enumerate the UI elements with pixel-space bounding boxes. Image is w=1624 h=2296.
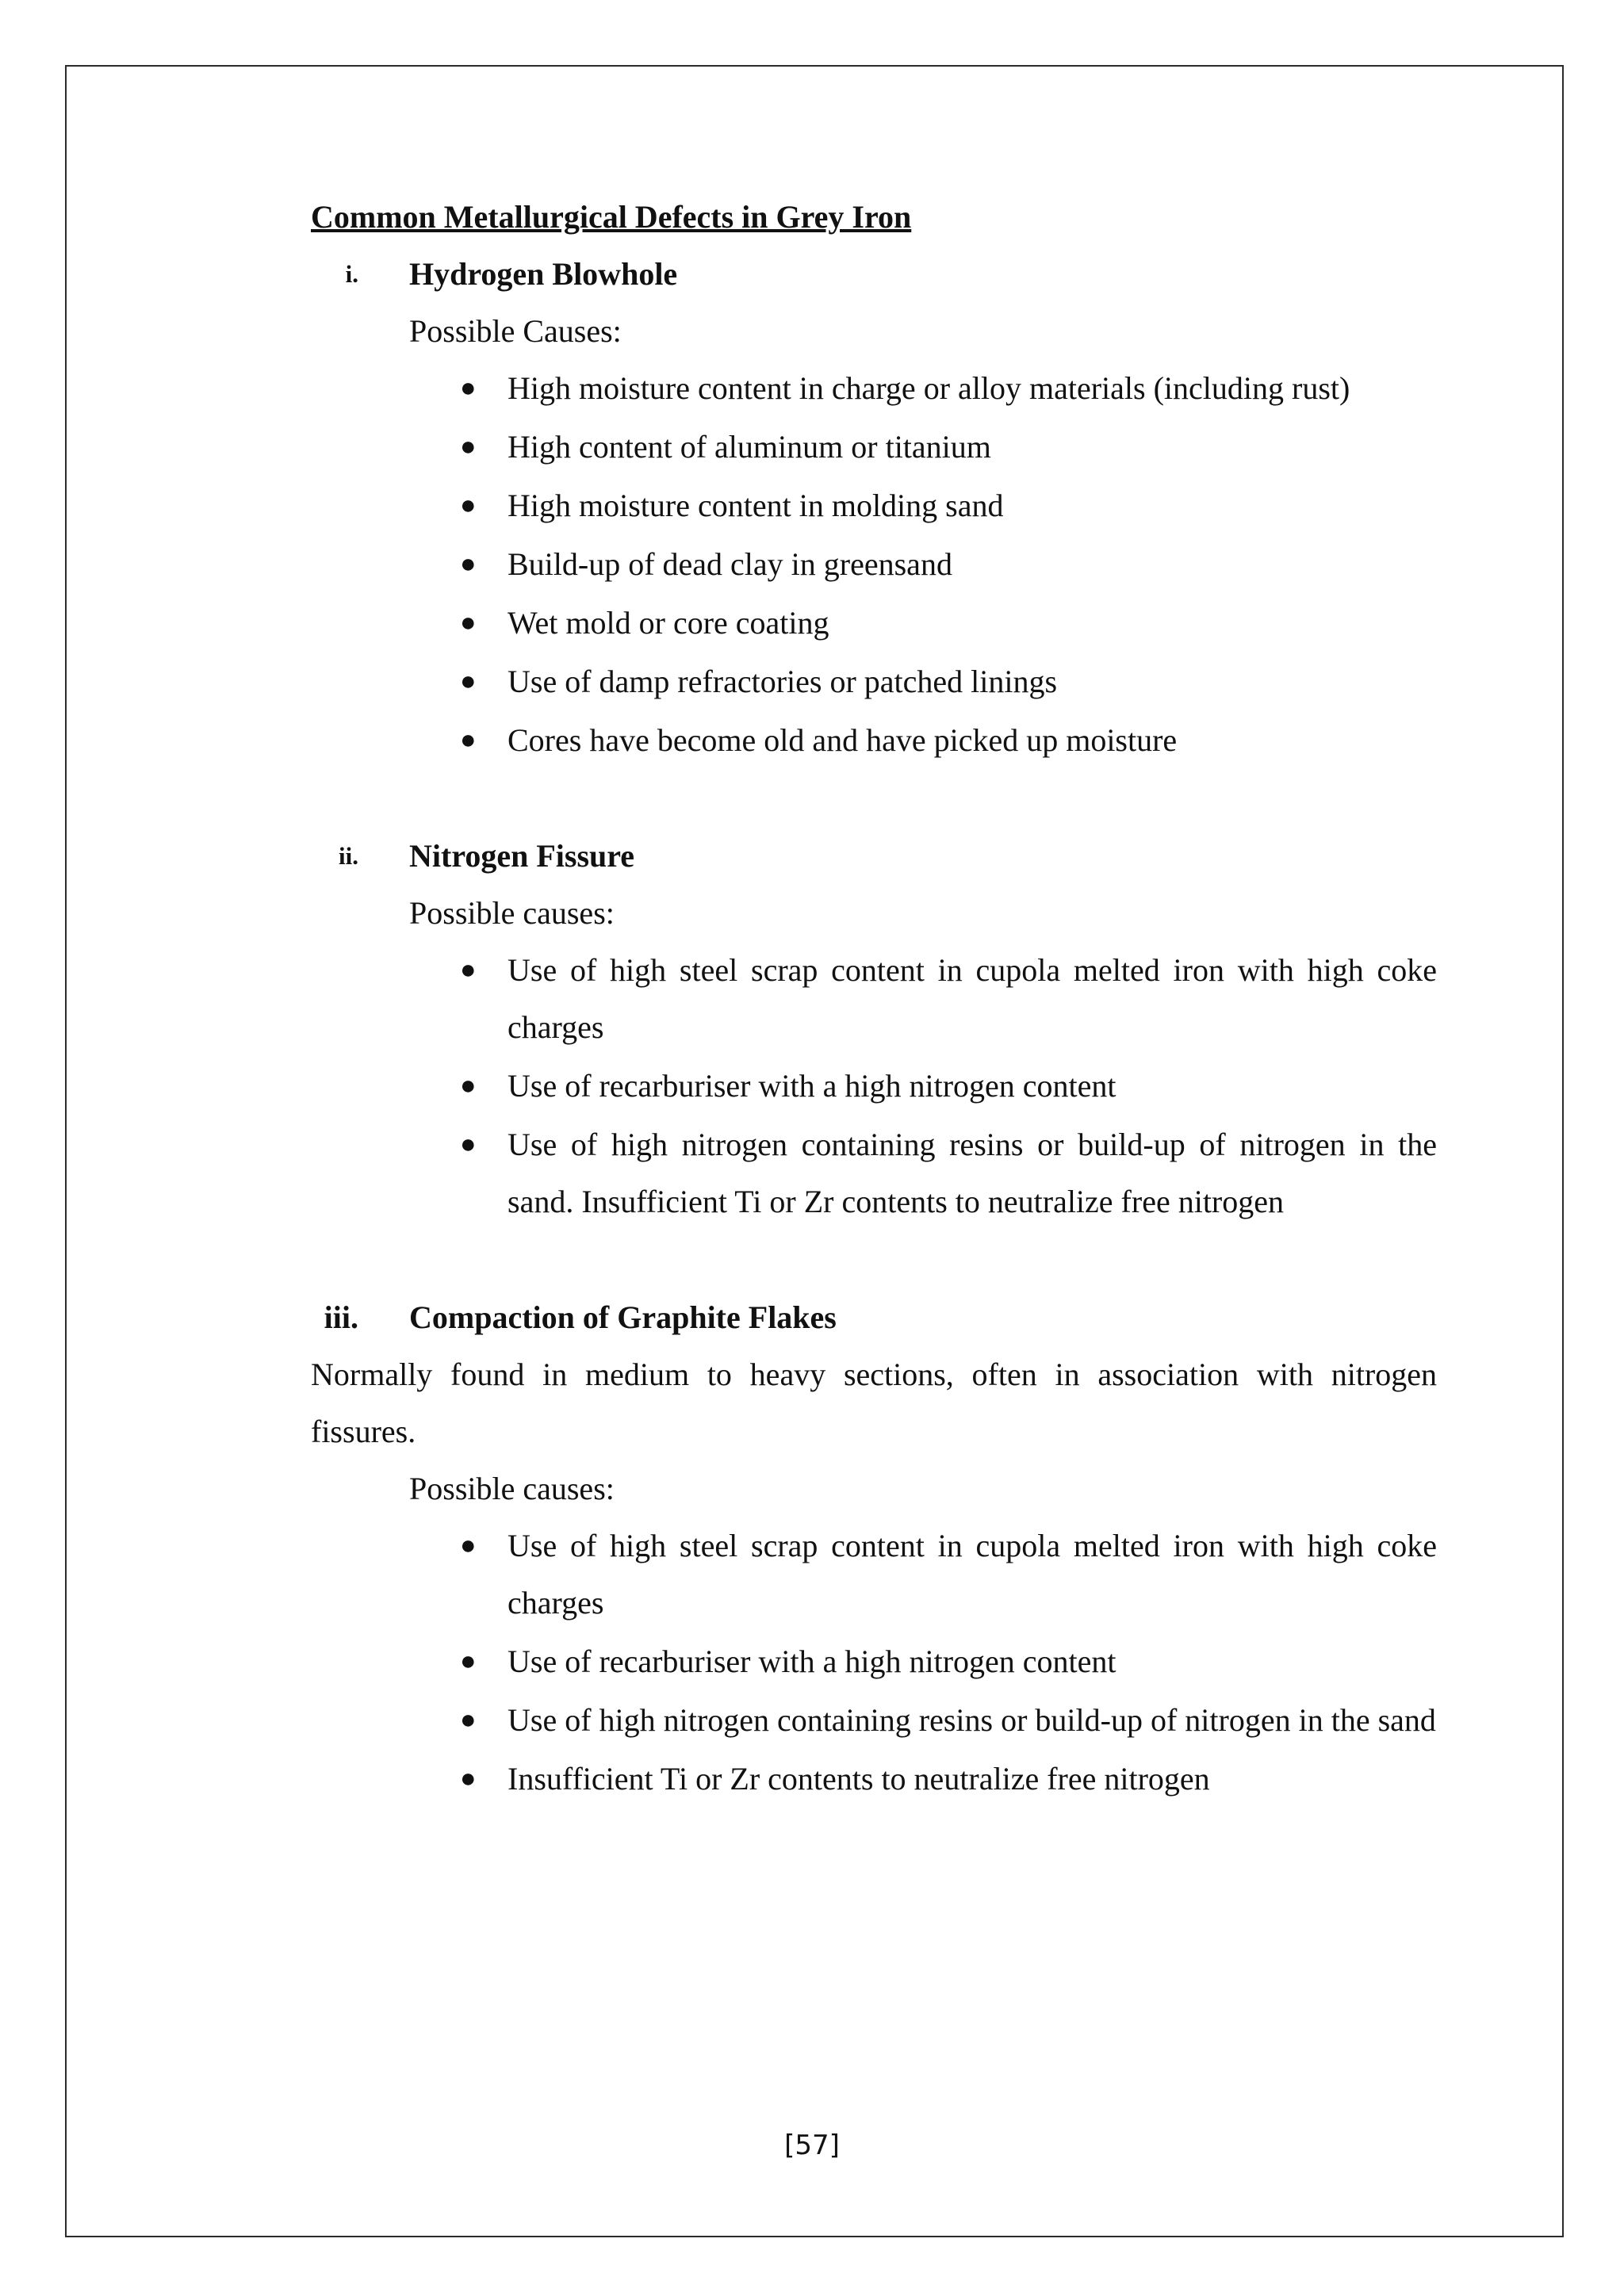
section-intro: Normally found in medium to heavy sections, often in association with nitrogen fissures. <box>311 1357 1437 1449</box>
bullet-icon: ● <box>460 549 477 579</box>
causes-label: Possible Causes: <box>409 313 622 349</box>
bullet-icon: ● <box>460 1531 477 1560</box>
causes-list <box>311 942 1437 1230</box>
list-item: ● Use of recarburiser with a high nitrogen content <box>508 1633 1437 1690</box>
list-item: ● Wet mold or core coating <box>508 595 1437 652</box>
bullet-icon: ● <box>460 432 477 461</box>
causes-label: Possible causes: <box>409 895 615 931</box>
bullet-icon: ● <box>460 608 477 637</box>
document-body <box>311 189 1437 1809</box>
list-item: ● Use of high nitrogen containing resins or build-up of nitrogen in the sand. Insufficient Ti or Zr contents to neutralize free nitrogen <box>508 1116 1437 1230</box>
section-hydrogen-blowhole <box>311 246 1437 769</box>
bullet-icon: ● <box>460 667 477 696</box>
section-numeral: iii. <box>324 1299 358 1335</box>
section-graphite-compaction <box>311 1289 1437 1808</box>
page-number: [57] <box>784 2130 840 2161</box>
list-item: ● High content of aluminum or titanium <box>508 419 1437 476</box>
list-item: ● Use of high steel scrap content in cupola melted iron with high coke charges <box>508 942 1437 1056</box>
list-item: ● Cores have become old and have picked up moisture <box>508 712 1437 769</box>
list-item: ● Insufficient Ti or Zr contents to neutralize free nitrogen <box>508 1751 1437 1808</box>
document-title: Common Metallurgical Defects in Grey Iron <box>311 199 912 235</box>
causes-label: Possible causes: <box>409 1471 615 1506</box>
section-heading <box>311 828 1437 885</box>
list-item: ● Build-up of dead clay in greensand <box>508 536 1437 593</box>
list-item: ● Use of recarburiser with a high nitrogen content <box>508 1058 1437 1115</box>
section-title: Hydrogen Blowhole <box>409 256 678 292</box>
bullet-icon: ● <box>460 491 477 520</box>
list-item: ● Use of high steel scrap content in cupola melted iron with high coke charges <box>508 1517 1437 1632</box>
list-item: ● High moisture content in molding sand <box>508 477 1437 534</box>
section-title: Nitrogen Fissure <box>409 838 635 874</box>
bullet-icon: ● <box>460 373 477 403</box>
list-item: ● High moisture content in charge or alloy materials (including rust) <box>508 360 1437 417</box>
section-title: Compaction of Graphite Flakes <box>409 1299 837 1335</box>
bullet-icon: ● <box>460 1764 477 1793</box>
section-nitrogen-fissure <box>311 828 1437 1230</box>
bullet-icon: ● <box>460 1647 477 1676</box>
section-heading <box>311 246 1437 303</box>
bullet-icon: ● <box>460 1071 477 1100</box>
section-numeral: i. <box>345 260 358 288</box>
section-heading <box>311 1289 1437 1346</box>
list-item: ● Use of damp refractories or patched linings <box>508 653 1437 710</box>
section-numeral: ii. <box>339 842 358 870</box>
list-item: ● Use of high nitrogen containing resins or build-up of nitrogen in the sand <box>508 1692 1437 1749</box>
bullet-icon: ● <box>460 725 477 755</box>
causes-list <box>311 360 1437 769</box>
bullet-icon: ● <box>460 1130 477 1159</box>
causes-list <box>311 1517 1437 1808</box>
bullet-icon: ● <box>460 1705 477 1735</box>
bullet-icon: ● <box>460 955 477 985</box>
